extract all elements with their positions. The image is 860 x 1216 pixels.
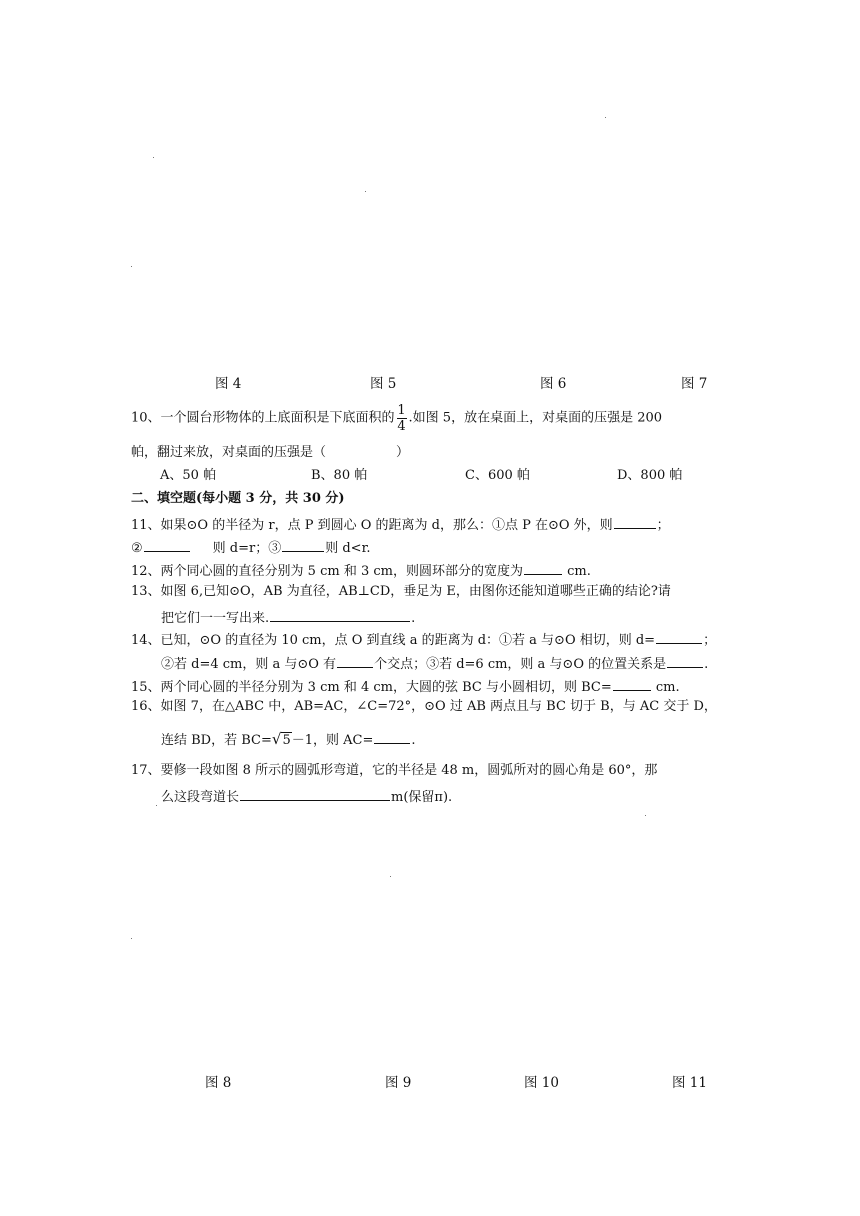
q14-text-b: ②若 d=4 cm，则 a 与⊙O 有: [161, 657, 337, 672]
scan-speck: [131, 266, 132, 267]
answer-blank[interactable]: [524, 562, 562, 575]
fraction-numerator: 1: [397, 403, 406, 418]
figure-label-11: 图 11: [672, 1075, 707, 1091]
q10-text-a: 10、一个圆台形物体的上底面积是下底面积的: [131, 410, 395, 426]
figure-label-10: 图 10: [524, 1075, 559, 1091]
q11-text-a: 11、如果⊙O 的半径为 r，点 P 到圆心 O 的距离为 d，那么：①点 P 在⊙O 外，则: [131, 518, 613, 533]
figure-label-7: 图 7: [681, 376, 708, 392]
figure-label-4: 图 4: [215, 376, 242, 392]
radicand: 5: [282, 733, 291, 748]
question-10-line-1: [131, 404, 662, 432]
q10-paren-close: ）: [396, 445, 410, 460]
scan-speck: [365, 191, 366, 192]
q14-period: .: [704, 657, 709, 672]
q17-text-b: m(保留π).: [391, 790, 453, 805]
scan-speck: [605, 117, 606, 118]
option-d: D、800 帕: [617, 468, 683, 483]
question-15: [131, 678, 680, 694]
q14-text-a: 14、已知，⊙O 的直径为 10 cm，点 O 到直线 a 的距离为 d：①若 a 与⊙O 相切，则 d=: [131, 633, 656, 648]
scan-speck: [156, 805, 157, 806]
q10-text-b: .如图 5，放在桌面上，对桌面的压强是 200: [408, 410, 663, 426]
q11-semicolon: ；: [656, 518, 670, 533]
q13-period: .: [411, 611, 416, 626]
option-c: C、600 帕: [465, 468, 530, 483]
scan-speck: [645, 815, 646, 816]
q16-text-b: －1，则 AC=: [291, 733, 374, 748]
answer-blank[interactable]: [667, 655, 703, 668]
figure-label-9: 图 9: [385, 1075, 412, 1091]
question-16-line-1: 16、如图 7，在△ABC 中，AB=AC，∠C=72°，⊙O 过 AB 两点且与 BC 切于 B，与 AC 交于 D，: [131, 699, 717, 714]
question-16-line-2: [161, 731, 416, 747]
q11-text-c: 则 d=r；③: [212, 541, 282, 556]
figure-label-6: 图 6: [540, 376, 567, 392]
figure-label-5: 图 5: [370, 376, 397, 392]
scan-speck: [390, 876, 391, 877]
question-14-line-2: [161, 655, 708, 671]
q15-unit: cm.: [655, 680, 680, 695]
answer-blank[interactable]: [614, 516, 656, 529]
fraction-one-quarter: [396, 404, 408, 432]
answer-blank[interactable]: [240, 788, 390, 801]
option-a: A、50 帕: [160, 468, 217, 483]
scan-speck: [153, 157, 154, 158]
square-root-five: √5: [271, 730, 291, 748]
question-17-line-2: [161, 788, 452, 804]
q15-text: 15、两个同心圆的半径分别为 3 cm 和 4 cm，大圆的弦 BC 与小圆相切，则 BC=: [131, 680, 612, 695]
q14-semicolon: ；: [703, 633, 717, 648]
q12-unit: cm.: [567, 564, 591, 579]
section-heading-fill-in: 二、填空题(每小题 3 分，共 30 分): [131, 491, 345, 506]
q16-period: .: [411, 733, 416, 748]
figure-label-8: 图 8: [205, 1075, 232, 1091]
q11-text-b: ②: [131, 541, 143, 556]
answer-blank[interactable]: [282, 539, 324, 552]
answer-blank[interactable]: [374, 731, 410, 744]
option-b: B、80 帕: [311, 468, 368, 483]
question-17-line-1: 17、要修一段如图 8 所示的圆弧形弯道，它的半径是 48 m，圆弧所对的圆心角是 60°，那: [131, 763, 658, 778]
fraction-denominator: 4: [397, 419, 406, 434]
question-10-line-2: [131, 446, 409, 459]
answer-blank[interactable]: [337, 655, 373, 668]
question-12: [131, 562, 591, 578]
question-13-line-1: 13、如图 6,已知⊙O，AB 为直径，AB⊥CD，垂足为 E，由图你还能知道哪些正确的结论?请: [131, 584, 671, 599]
question-13-line-2: [161, 609, 415, 625]
q17-text-a: 么这段弯道长: [161, 790, 240, 805]
q16-text-a: 连结 BD，若 BC=: [161, 733, 272, 748]
question-11-line-1: [131, 516, 670, 532]
q12-text: 12、两个同心圆的直径分别为 5 cm 和 3 cm，则圆环部分的宽度为: [131, 564, 523, 579]
answer-blank[interactable]: [270, 609, 410, 622]
answer-blank[interactable]: [656, 631, 702, 644]
answer-blank[interactable]: [613, 678, 651, 691]
question-14-line-1: [131, 631, 716, 647]
q10-text-c: 帕，翻过来放，对桌面的压强是（: [131, 445, 327, 460]
q14-text-c: 个交点；③若 d=6 cm，则 a 与⊙O 的位置关系是: [374, 657, 667, 672]
q11-text-d: 则 d<r.: [325, 541, 371, 556]
scan-speck: [131, 938, 132, 939]
question-11-line-2: [131, 539, 370, 555]
answer-blank[interactable]: [144, 539, 190, 552]
q13-text: 把它们一一写出来.: [161, 611, 270, 626]
